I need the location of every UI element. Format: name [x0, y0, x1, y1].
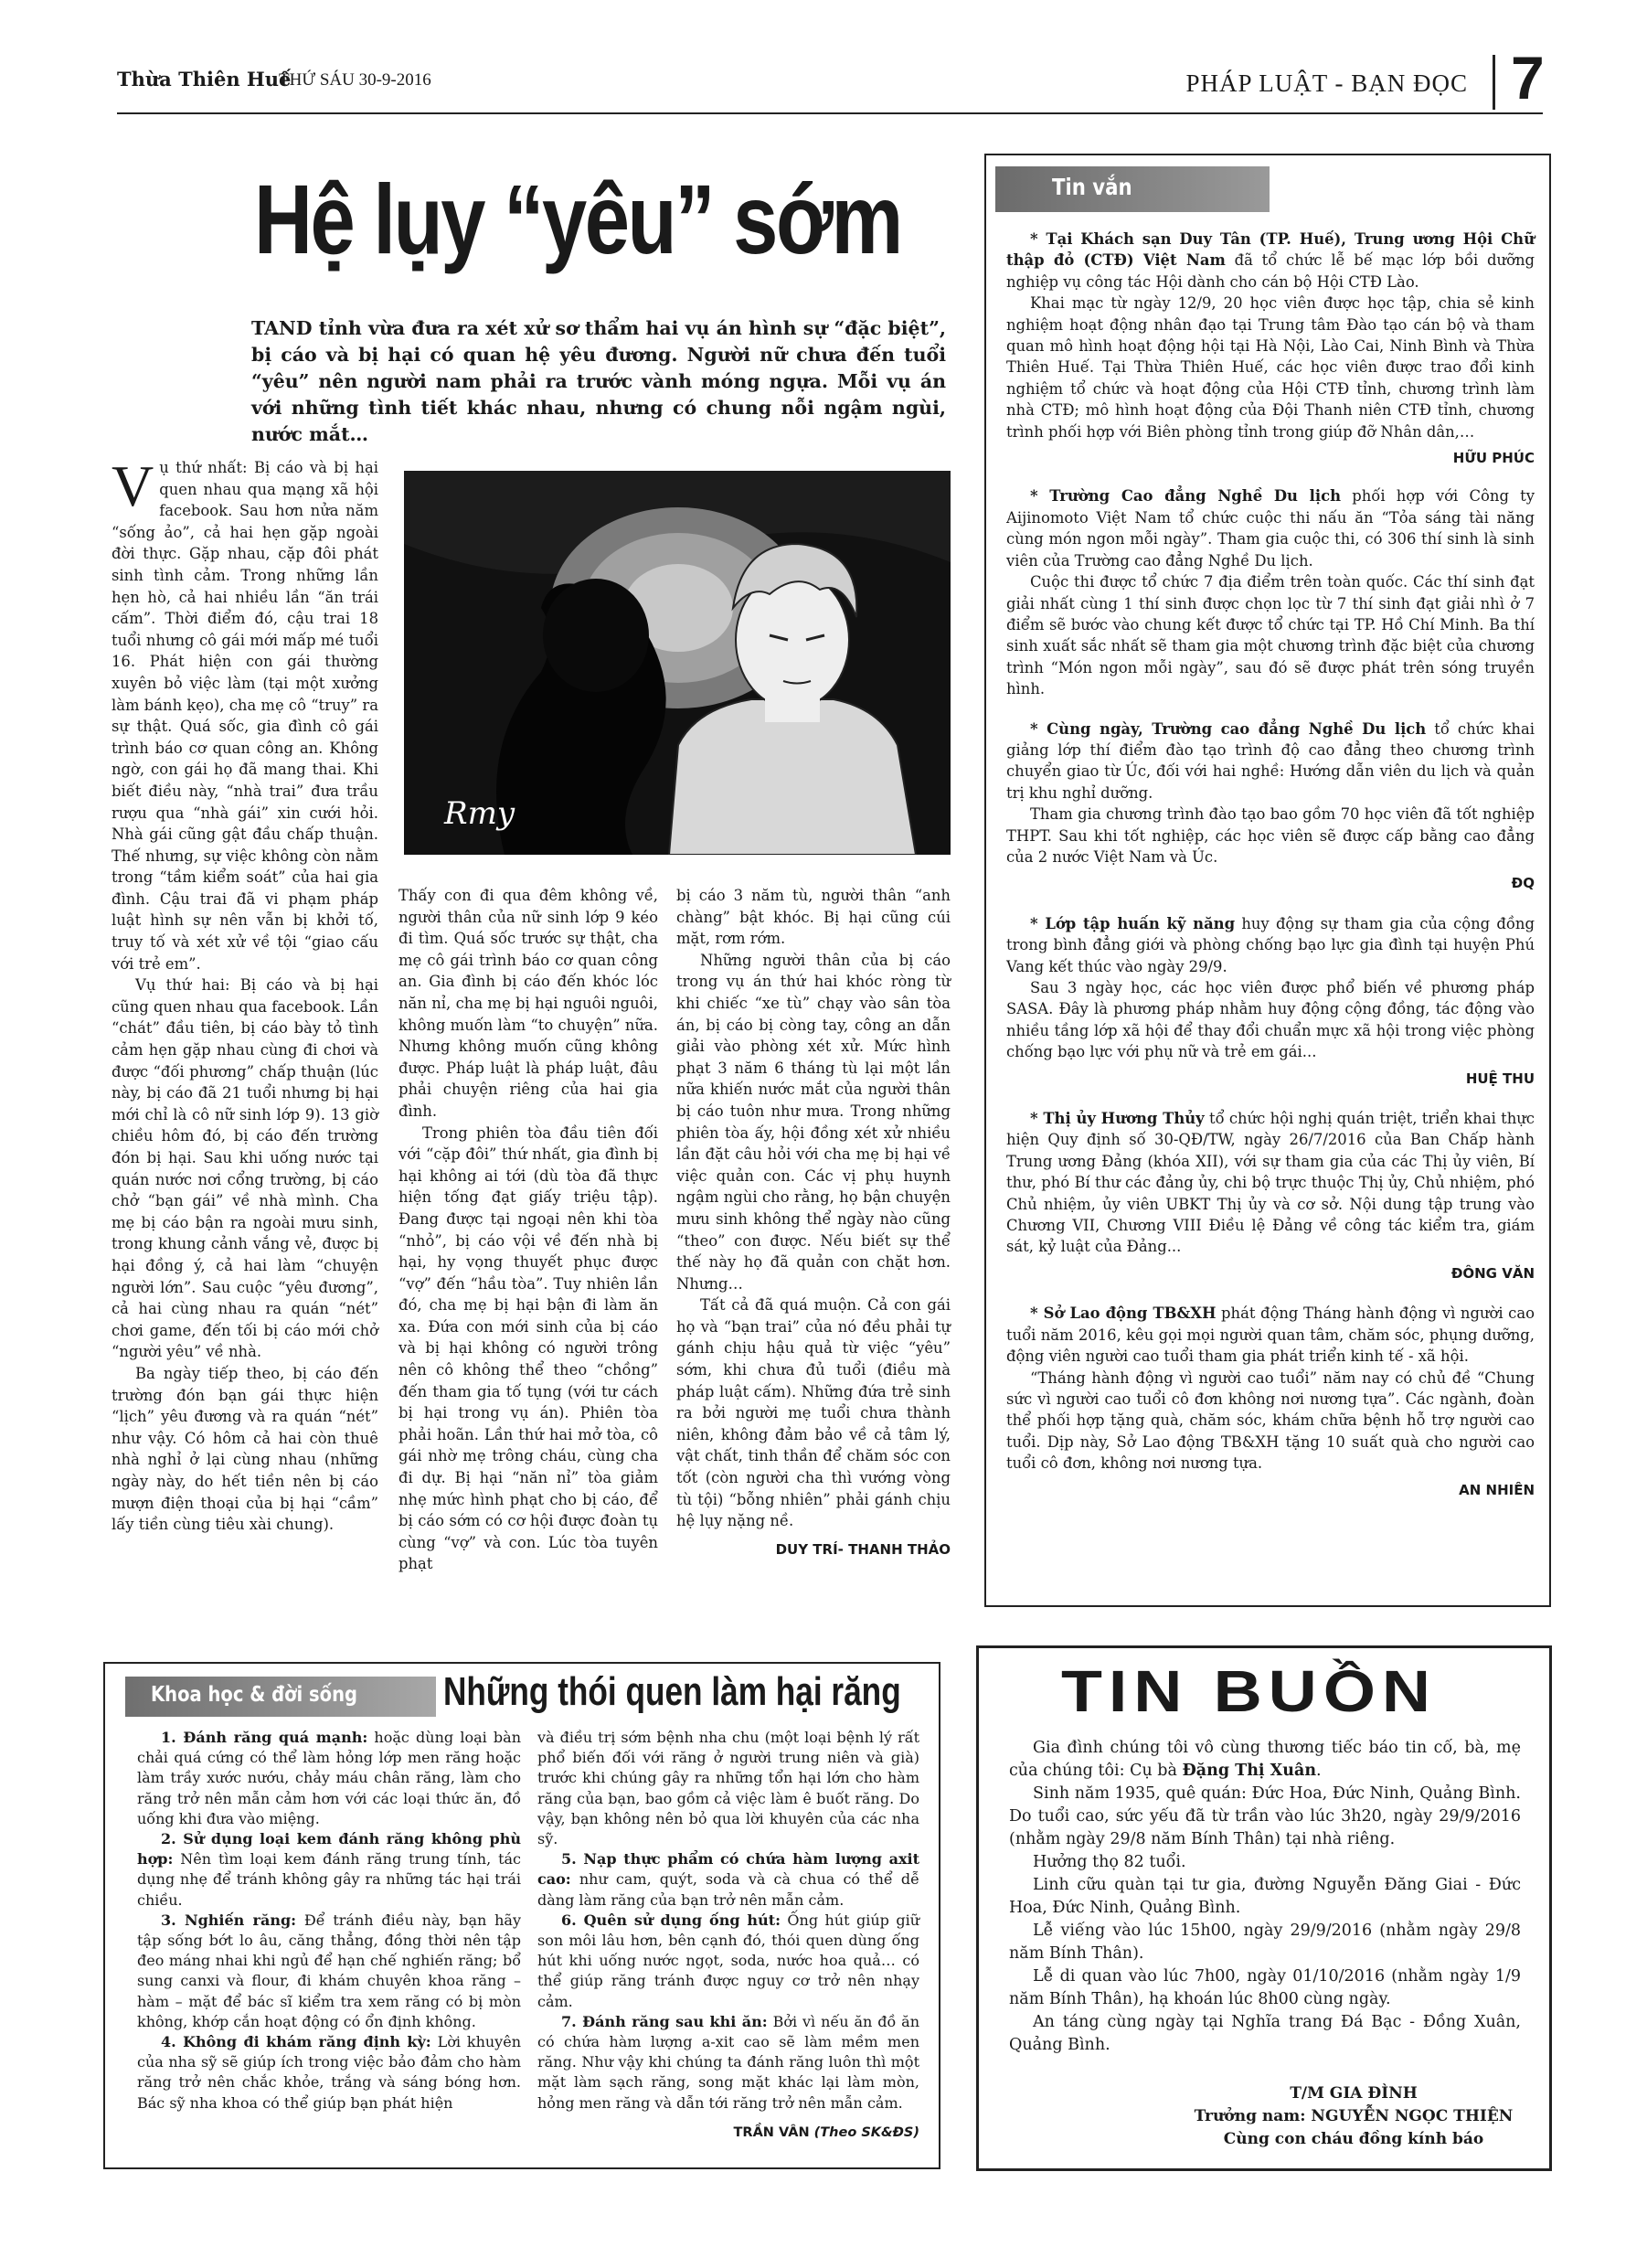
- obituary-paragraph: Hưởng thọ 82 tuổi.: [1033, 1853, 1186, 1871]
- brief-author: ĐQ: [1511, 875, 1535, 892]
- brief-paragraph: Sau 3 ngày học, các học viên được phổ biến về phương pháp SASA. Đây là phương pháp nhằm huy động cộng đồng, tác động vào nhiều tầng lớp xã hội để thay đổi chuẩn mực xã hội trong việc phòng chống bạo lực với phụ nữ và trẻ em gái...: [1006, 979, 1535, 1061]
- signature-line-2: Trưởng nam: NGUYỄN NGỌC THIỆN: [1194, 2107, 1514, 2125]
- brief-paragraph: * Tại Khách sạn Duy Tân (TP. Huế), Trung ương Hội Chữ thập đỏ (CTĐ) Việt Nam đã tổ chức lễ bế mạc lớp bồi dưỡng nghiệp vụ công tác Hội dành cho cán bộ Hội CTĐ Lào.: [1006, 230, 1535, 291]
- news-brief: [1006, 913, 1535, 1090]
- news-brief: [1006, 229, 1535, 469]
- obituary-intro: Gia đình chúng tôi vô cùng thương tiếc báo tin cố, bà, mẹ của chúng tôi: Cụ bà Đặng Thị Xuân.: [1009, 1739, 1521, 1780]
- teeth-column-2: [537, 1728, 919, 2114]
- paper-name: Thừa Thiên Huế: [117, 68, 292, 91]
- tip-heading: 3. Nghiến răng:: [161, 1911, 297, 1929]
- news-brief: [1006, 1108, 1535, 1284]
- brief-author: HỮU PHÚC: [1452, 450, 1535, 467]
- article-column-3: [676, 885, 951, 1560]
- brief-paragraph: Tham gia chương trình đào tạo bao gồm 70 học viên đã tốt nghiệp THPT. Sau khi tốt nghiệp, các học viên sẽ được cấp bằng cao đẳng của 2 nước Việt Nam và Úc.: [1006, 805, 1535, 866]
- teeth-byline: TRẦN VÂN (Theo SK&ĐS): [733, 2125, 919, 2140]
- tip-paragraph: và điều trị sớm bệnh nha chu (một loại bệnh lý rất phổ biến đối với răng ở người trung niên và già) trước khi chúng gây ra những tổn hại lớn cho hàm răng của bạn, bao gồm cả việc làm ê buốt răng. Do vậy, bạn không nên bỏ qua lời khuyên của các nha sỹ.: [537, 1729, 919, 1848]
- header-divider: [1493, 55, 1495, 110]
- obituary-paragraph: Lễ di quan vào lúc 7h00, ngày 01/10/2016 (nhằm ngày 1/9 năm Bính Thân), hạ khoán lúc 8h00 cùng ngày.: [1009, 1967, 1521, 2008]
- teeth-article-title: Những thói quen làm hại răng: [443, 1669, 901, 1714]
- tip-heading: 1. Đánh răng quá mạnh:: [161, 1729, 368, 1746]
- illustration-signature: Rmy: [444, 795, 515, 832]
- brief-author: AN NHIÊN: [1459, 1481, 1535, 1498]
- issue-date: THỨ SÁU 30-9-2016: [279, 70, 431, 90]
- tin-van-list: [1006, 229, 1535, 1501]
- deceased-name: Đặng Thị Xuân: [1182, 1762, 1317, 1780]
- article-column-2: [398, 885, 658, 1575]
- brief-paragraph: * Cùng ngày, Trường cao đẳng Nghề Du lịch tổ chức khai giảng lớp thí điểm đào tạo trình độ cao đẳng theo chương trình chuyển giao từ Úc, đối với hai nghề: Hướng dẫn viên du lịch và quản trị khu nghỉ dưỡng.: [1006, 719, 1535, 802]
- masthead: [117, 44, 1545, 112]
- obituary-paragraph: Linh cữu quàn tại tư gia, đường Nguyễn Đăng Giai - Đức Hoa, Đức Ninh, Quảng Bình.: [1009, 1876, 1521, 1917]
- brief-lead: * Thị ủy Hương Thủy: [1030, 1110, 1205, 1128]
- article-paragraph: Ba ngày tiếp theo, bị cáo đến trường đón bạn gái thực hiện “lịch” yêu đương và ra quán “nét” như vậy. Có hôm cả hai còn thuê nhà nghỉ ở lại cùng nhau (những ngày này, do hết tiền nên bị cáo mượn điện thoại của bị hại “cầm” lấy tiền cùng tiêu xài chung).: [112, 1364, 378, 1534]
- brief-lead: * Sở Lao động TB&XH: [1030, 1304, 1217, 1323]
- article-paragraph: Những người thân của bị cáo trong vụ án thứ hai khóc ròng từ khi chiếc “xe tù” chạy vào sân tòa án, bị cáo bị còng tay, công an dẫn giải vào phòng xét xử. Mức hình phạt 3 năm 6 tháng tù lại một lần nữa khiến nước mắt của người thân bị cáo tuôn như mưa. Trong những phiên tòa ấy, hội đồng xét xử nhiều lần đặt câu hỏi với cha mẹ bị hại về việc quản con. Các vị phụ huynh ngậm ngùi cho rằng, họ bận chuyện mưu sinh không thể ngày nào cũng “theo” con được. Nếu biết sự thể thế này họ đã quản con chặt hơn. Nhưng…: [676, 951, 951, 1293]
- brief-paragraph: * Trường Cao đẳng Nghề Du lịch phối hợp với Công ty Aijinomoto Việt Nam tổ chức cuộc thi nấu ăn “Tỏa sáng tài năng cùng món ngon mỗi ngày”. Tham gia cuộc thi, có 306 thí sinh là sinh viên của Trường cao đẳng Nghề Du lịch.: [1006, 487, 1535, 570]
- brief-paragraph: * Sở Lao động TB&XH phát động Tháng hành động vì người cao tuổi năm 2016, kêu gọi mọi người quan tâm, chăm sóc, phụng dưỡng, động viên người cao tuổi tham gia phát triển kinh tế - xã hội.: [1006, 1304, 1535, 1366]
- news-brief: [1006, 1303, 1535, 1501]
- tip-paragraph: 4. Không đi khám răng định kỳ: Lời khuyên của nha sỹ sẽ giúp ích trong việc bảo đảm cho hàm răng trở nên chắc khỏe, trắng và sáng bóng hơn. Bác sỹ nha khoa có thể giúp bạn phát hiện: [137, 2033, 521, 2112]
- header-rule: [117, 112, 1543, 114]
- brief-author: HUỆ THU: [1465, 1070, 1535, 1087]
- brief-paragraph: * Thị ủy Hương Thủy tổ chức hội nghị quán triệt, triển khai thực hiện Quy định số 30-QĐ/TW, ngày 26/7/2016 của Ban Chấp hành Trung ương Đảng (khóa XII), với sự tham gia của các Thị ủy viên, Bí thư, phó Bí thư các đảng ủy, chi bộ trực thuộc Thị ủy, Chủ nhiệm, phó Chủ nhiệm, ủy viên UBKT Thị ủy và cơ sở. Nội dung tập trung vào Chương VII, Chương VIII Điều lệ Đảng về công tác kiểm tra, giám sát, kỷ luật của Đảng...: [1006, 1110, 1535, 1256]
- obituary-paragraph: An táng cùng ngày tại Nghĩa trang Đá Bạc - Đồng Xuân, Quảng Bình.: [1009, 2013, 1521, 2054]
- article-paragraph: Tất cả đã quá muộn. Cả con gái họ và “bạn trai” của nó đều phải tự gánh chịu hậu quả từ việc “yêu” sớm, khi chưa đủ tuổi (điều mà pháp luật cấm). Những đứa trẻ sinh ra bởi người mẹ tuổi chưa thành niên, không đảm bảo về cả tâm lý, vật chất, tinh thần để chăm sóc con tốt (còn người cha thì vướng vòng tù tội) “bỗng nhiên” phải gánh chịu hệ lụy nặng nề.: [676, 1296, 951, 1530]
- article-title: Hệ lụy “yêu” sớm: [254, 164, 901, 274]
- section-label: Khoa học & đời sống: [125, 1677, 436, 1717]
- news-brief: [1006, 485, 1535, 699]
- section-title: PHÁP LUẬT - BẠN ĐỌC: [1185, 69, 1468, 97]
- tin-van-box: [984, 154, 1551, 1607]
- obituary-paragraph: Sinh năm 1935, quê quán: Đức Hoa, Đức Ninh, Quảng Bình. Do tuổi cao, sức yếu đã từ trần vào lúc 3h20, ngày 29/9/2016 (nhằm ngày 29/8 năm Bính Thân) tại nhà riêng.: [1009, 1784, 1521, 1848]
- news-brief: [1006, 719, 1535, 895]
- brief-lead: * Cùng ngày, Trường cao đẳng Nghề Du lịch: [1030, 719, 1427, 738]
- tin-van-heading: Tin vắn: [995, 166, 1270, 212]
- brief-lead: * Lớp tập huấn kỹ năng: [1030, 914, 1236, 932]
- obituary-heading: TIN BUỒN: [1061, 1658, 1437, 1724]
- brief-paragraph: Cuộc thi được tổ chức 7 địa điểm trên toàn quốc. Các thí sinh đạt giải nhất cùng 1 thí sinh được chọn lọc từ 7 thí sinh đạt giải nhì ở 7 điểm sẽ bước vào chung kết được tổ chức tại TP. Hồ Chí Minh. Ba thí sinh xuất sắc nhất sẽ tham gia một chương trình đặc biệt của chương trình “Món ngon mỗi ngày”, sau đó sẽ được phát trên sóng truyền hình.: [1006, 573, 1535, 698]
- brief-lead: * Trường Cao đẳng Nghề Du lịch: [1030, 487, 1342, 506]
- signature-line-1: T/M GIA ĐÌNH: [1290, 2084, 1418, 2103]
- article-paragraph: Vụ thứ nhất: Bị cáo và bị hại quen nhau qua mạng xã hội facebook. Sau hơn nửa năm “sống ảo”, cả hai hẹn gặp ngoài đời thực. Gặp nhau, cặp đôi phát sinh tình cảm. Trong những lần hẹn hò, cả hai nhiều lần “ăn trái cấm”. Thời điểm đó, cậu trai 18 tuổi nhưng cô gái mới mấp mé tuổi 16. Phát hiện con gái thường xuyên bỏ việc làm (tại một xưởng làm bánh kẹo), cha mẹ cô “truy” ra sự thật. Quá sốc, gia đình cô gái trình báo cơ quan công an. Không ngờ, con gái họ đã mang thai. Khi biết điều này, “nhà trai” đưa trầu rượu qua “nhà gái” xin cưới hỏi. Nhà gái cũng gật đầu chấp thuận. Thế nhưng, sự việc không còn nằm trong “tầm kiểm soát” của hai gia đình. Cậu trai đã vi phạm pháp luật hình sự nên vẫn bị khởi tố, truy tố và xét xử về tội “giao cấu với trẻ em”.: [112, 453, 378, 973]
- obituary-box: [976, 1645, 1552, 2171]
- teeth-article-box: [103, 1662, 940, 2169]
- tip-paragraph: 1. Đánh răng quá mạnh: hoặc dùng loại bàn chải quá cứng có thể làm hỏng lớp men răng hoặc làm trầy xước nướu, chảy máu chân răng, làm cho răng trở nên mẫn cảm hơn với các loại thức ăn, đồ uống khi đưa vào miệng.: [137, 1729, 521, 1827]
- signature-line-3: Cùng con cháu đồng kính báo: [1223, 2130, 1484, 2148]
- tip-heading: 6. Quên sử dụng ống hút:: [561, 1911, 781, 1929]
- tip-paragraph: 7. Đánh răng sau khi ăn: Bởi vì nếu ăn đồ ăn có chứa hàm lượng a-xit cao sẽ làm mềm men răng. Như vậy khi chúng ta đánh răng luôn thì một mặt làm sạch răng, song mặt khác lại làm mòn, hỏng men răng và dẫn tới răng trở nên mẫn cảm.: [537, 2012, 919, 2112]
- tip-paragraph: 3. Nghiến răng: Để tránh điều này, bạn hãy tập sống bớt lo âu, căng thẳng, đồng thời nên tập đeo máng nhai khi ngủ để hạn chế nghiến răng; bổ sung canxi và flour, đi khám chuyên khoa răng – hàm – mặt để bác sĩ kiểm tra xem răng có bị mòn không, khớp cắn hoạt động có ổn định không.: [137, 1911, 521, 2030]
- page-number: 7: [1511, 44, 1545, 112]
- tip-heading: 7. Đánh răng sau khi ăn:: [561, 2012, 768, 2030]
- tip-heading: 5. Nạp thực phẩm có chứa hàm lượng axit cao:: [537, 1850, 919, 1889]
- obituary-paragraph: Lễ viếng vào lúc 15h00, ngày 29/9/2016 (nhằm ngày 29/8 năm Bính Thân).: [1009, 1922, 1521, 1963]
- article-paragraph: Trong phiên tòa đầu tiên đối với “cặp đôi” thứ nhất, gia đình bị hại không ai tới (dù tòa đã thực hiện tống đạt giấy triệu tập). Đang được tại ngoại nên khi tòa “nhỏ”, bị cáo vội về đến nhà bị hại, hy vọng thuyết phục được “vợ” đến “hầu tòa”. Tuy nhiên lần đó, cha mẹ bị hại bận đi làm ăn xa. Đứa con mới sinh của bị cáo và bị hại không có người trông nên cô không thể theo “chồng” đến tham gia tố tụng (với tư cách bị hại trong vụ án). Phiên tòa phải hoãn. Lần thứ hai mở tòa, cô gái nhờ mẹ trông cháu, cùng cha đi dự. Bị hại “năn nỉ” tòa giảm nhẹ mức hình phạt cho bị cáo, để bị cáo sớm có cơ hội được đoàn tụ cùng “vợ” và con. Lúc tòa tuyên phạt: [398, 1123, 658, 1573]
- teeth-column-1: [137, 1728, 521, 2114]
- article-illustration: [404, 471, 951, 855]
- tip-paragraph: 6. Quên sử dụng ống hút: Ống hút giúp giữ son môi lâu hơn, bên cạnh đó, thói quen dùng ống hút khi uống nước ngọt, soda, nước hoa quả… có thể giúp răng tránh được nguy cơ trở nên nhạy cảm.: [537, 1911, 919, 2010]
- article-paragraph: bị cáo 3 năm tù, người thân “anh chàng” bật khóc. Bị hại cũng cúi mặt, rơm rớm.: [676, 887, 951, 948]
- tip-heading: 4. Không đi khám răng định kỳ:: [161, 2033, 431, 2051]
- brief-lead: * Tại Khách sạn Duy Tân (TP. Huế), Trung ương Hội Chữ thập đỏ (CTĐ) Việt Nam: [1006, 230, 1535, 270]
- article-paragraph: Vụ thứ hai: Bị cáo và bị hại cũng quen nhau qua facebook. Lần “chát” đầu tiên, bị cáo bày tỏ tình cảm hẹn gặp nhau cùng đi chơi và được “đối phương” chấp thuận (lúc này, bị cáo đã 21 tuổi nhưng bị hại mới chỉ là cô nữ sinh lớp 9). 13 giờ chiều hôm đó, bị cáo đến trường đón bị hại. Sau khi uống nước tại quán nước nơi cổng trường, bị cáo chở “bạn gái” về nhà mình. Cha mẹ bị cáo bận ra ngoài mưu sinh, trong khung cảnh vắng vẻ, được bị hại đồng ý, cả hai làm “chuyện người lớn”. Sau cuộc “yêu đương”, cả hai cùng nhau ra quán “nét” chơi game, đến tối bị cáo mới chở “người yêu” về nhà.: [112, 976, 378, 1361]
- brief-paragraph: * Lớp tập huấn kỹ năng huy động sự tham gia của cộng đồng trong bình đẳng giới và phòng chống bạo lực gia đình tại huyện Phú Vang kết thúc vào ngày 29/9.: [1006, 914, 1535, 975]
- brief-author: ĐÔNG VĂN: [1450, 1264, 1535, 1282]
- article-column-1: [112, 453, 378, 1536]
- article-byline: DUY TRÍ- THANH THẢO: [775, 1540, 951, 1558]
- obituary-signature: [1189, 2082, 1518, 2151]
- obituary-body: [1009, 1737, 1521, 2057]
- drop-cap: V: [112, 453, 154, 518]
- brief-paragraph: Khai mạc từ ngày 12/9, 20 học viên được học tập, chia sẻ kinh nghiệm hoạt động nhân đạo tại Trung tâm Đào tạo cán bộ và tham quan mô hình hoạt động hội tại Hà Nội, Lào Cai, Ninh Bình và Thừa Thiên Huế. Tại Thừa Thiên Huế, các học viên được trao đổi kinh nghiệm tổ chức và hoạt động của Hội CTĐ tỉnh, chương trình làm nhà CTĐ; mô hình hoạt động của Đội Thanh niên CTĐ tỉnh, chương trình phối hợp với Biên phòng tỉnh trong giúp đỡ Nhân dân,…: [1006, 294, 1535, 441]
- tip-heading: 2. Sử dụng loại kem đánh răng không phù hợp:: [137, 1830, 521, 1869]
- article-lead: TAND tỉnh vừa đưa ra xét xử sơ thẩm hai vụ án hình sự “đặc biệt”, bị cáo và bị hại có quan hệ yêu đương. Người nữ chưa đến tuổi “yêu” nên người nam phải ra trước vành móng ngựa. Mỗi vụ án với những tình tiết khác nhau, nhưng có chung nỗi ngậm ngùi, nước mắt…: [251, 317, 946, 445]
- article-paragraph: Thấy con đi qua đêm không về, người thân của nữ sinh lớp 9 kéo đi tìm. Quá sốc trước sự thật, cha mẹ cô gái trình báo cơ quan công an. Gia đình bị cáo đến khóc lóc năn nỉ, cha mẹ bị hại nguôi nguôi, không muốn làm “to chuyện” nữa. Nhưng không muốn cũng không được. Pháp luật là pháp luật, đâu phải chuyện riêng của hai gia đình.: [398, 887, 658, 1120]
- teeth-header-bar: [105, 1671, 939, 1717]
- brief-paragraph: “Tháng hành động vì người cao tuổi” năm nay có chủ đề “Chung sức vì người cao tuổi cô đơn không nơi nương tựa”. Các ngành, đoàn thể phối hợp tặng quà, chăm sóc, khám chữa bệnh hỗ trợ người cao tuổi. Dịp này, Sở Lao động TB&XH tặng 10 suất quà cho người cao tuổi cô đơn, không nơi nương tựa.: [1006, 1368, 1535, 1473]
- tip-paragraph: 5. Nạp thực phẩm có chứa hàm lượng axit cao: như cam, quýt, soda và cà chua có thể dễ dàng làm răng của bạn trở nên mẫn cảm.: [537, 1850, 919, 1909]
- tip-paragraph: 2. Sử dụng loại kem đánh răng không phù hợp: Nên tìm loại kem đánh răng trung tính, tác dụng nhẹ để tránh không gây ra những tác hại trái chiều.: [137, 1830, 521, 1909]
